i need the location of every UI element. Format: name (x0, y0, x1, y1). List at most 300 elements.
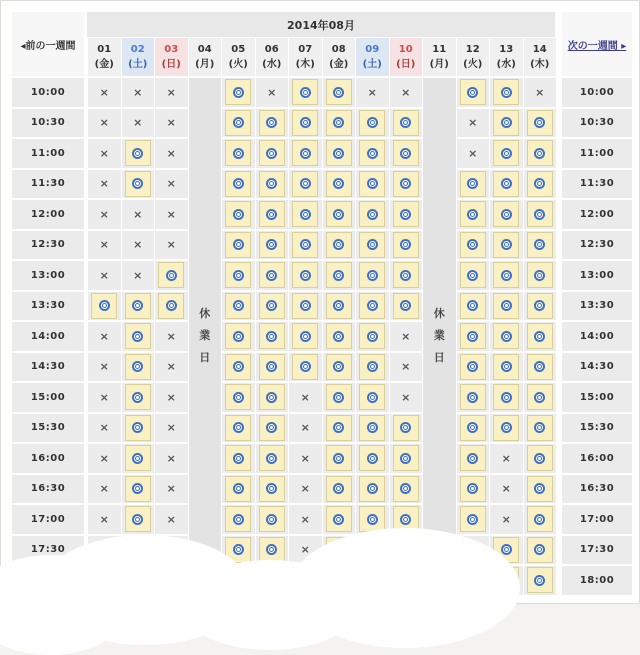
reserve-button[interactable] (326, 506, 352, 532)
reserve-button[interactable] (493, 323, 519, 349)
reserve-button[interactable] (259, 140, 285, 166)
available-slot[interactable] (222, 261, 255, 290)
time-label-left: 16:30 (12, 475, 84, 504)
reserve-button[interactable] (527, 232, 553, 258)
available-slot[interactable] (524, 292, 557, 321)
reserve-button[interactable] (125, 323, 151, 349)
available-slot[interactable] (457, 231, 490, 260)
available-slot[interactable] (256, 139, 289, 168)
double-circle-icon (233, 270, 244, 281)
reserve-button[interactable] (326, 110, 352, 136)
available-slot[interactable] (256, 200, 289, 229)
reserve-button[interactable] (493, 171, 519, 197)
available-slot[interactable] (323, 414, 356, 443)
available-slot[interactable] (256, 292, 289, 321)
available-slot[interactable] (490, 170, 523, 199)
reserve-button[interactable] (393, 445, 419, 471)
unavailable-slot (155, 444, 188, 473)
reserve-button[interactable] (125, 354, 151, 380)
reserve-button[interactable] (125, 445, 151, 471)
reserve-button[interactable] (393, 140, 419, 166)
reserve-button[interactable] (91, 293, 117, 319)
reserve-button[interactable] (225, 384, 251, 410)
reserve-button[interactable] (259, 354, 285, 380)
available-slot[interactable] (490, 414, 523, 443)
reserve-button[interactable] (393, 476, 419, 502)
available-slot[interactable] (323, 200, 356, 229)
available-slot[interactable] (524, 444, 557, 473)
reserve-button[interactable] (527, 445, 553, 471)
available-slot[interactable] (490, 200, 523, 229)
available-slot[interactable] (524, 231, 557, 260)
available-slot[interactable] (222, 353, 255, 382)
available-slot[interactable] (222, 170, 255, 199)
reserve-button[interactable] (259, 537, 285, 563)
available-slot[interactable] (490, 292, 523, 321)
available-slot[interactable] (222, 200, 255, 229)
reserve-button[interactable] (460, 293, 486, 319)
available-slot[interactable] (457, 170, 490, 199)
available-slot[interactable] (122, 170, 155, 199)
reserve-button[interactable] (326, 140, 352, 166)
reserve-button[interactable] (259, 415, 285, 441)
available-slot[interactable] (390, 444, 423, 473)
available-slot[interactable] (289, 200, 322, 229)
available-slot[interactable] (457, 261, 490, 290)
reserve-button[interactable] (527, 537, 553, 563)
available-slot[interactable] (524, 383, 557, 412)
reserve-button[interactable] (292, 140, 318, 166)
available-slot[interactable] (457, 414, 490, 443)
reserve-button[interactable] (527, 384, 553, 410)
available-slot[interactable] (356, 414, 389, 443)
available-slot[interactable] (490, 261, 523, 290)
available-slot[interactable] (356, 322, 389, 351)
double-circle-icon (266, 331, 277, 342)
reserve-button[interactable] (527, 110, 553, 136)
available-slot[interactable] (490, 353, 523, 382)
available-slot[interactable] (524, 139, 557, 168)
available-slot[interactable] (122, 322, 155, 351)
reserve-button[interactable] (460, 384, 486, 410)
reserve-button[interactable] (259, 384, 285, 410)
date-number: 09 (365, 44, 380, 55)
available-slot[interactable] (289, 353, 322, 382)
reserve-button[interactable] (292, 354, 318, 380)
reserve-button[interactable] (493, 201, 519, 227)
next-week-link[interactable]: 次の一週間 ▸ (562, 12, 632, 76)
unavailable-slot (88, 200, 121, 229)
reserve-button[interactable] (359, 354, 385, 380)
reserve-button[interactable] (527, 293, 553, 319)
available-slot[interactable] (356, 139, 389, 168)
time-label-right: 12:30 (562, 231, 632, 260)
reserve-button[interactable] (125, 415, 151, 441)
available-slot[interactable] (356, 475, 389, 504)
reserve-button[interactable] (292, 171, 318, 197)
reserve-button[interactable] (493, 384, 519, 410)
reserve-button[interactable] (393, 293, 419, 319)
available-slot[interactable] (356, 292, 389, 321)
reserve-button[interactable] (527, 476, 553, 502)
reserve-button[interactable] (292, 201, 318, 227)
reserve-button[interactable] (493, 415, 519, 441)
reserve-button[interactable] (493, 354, 519, 380)
reserve-button[interactable] (158, 293, 184, 319)
reserve-button[interactable] (359, 232, 385, 258)
reserve-button[interactable] (326, 201, 352, 227)
double-circle-icon (367, 361, 378, 372)
available-slot[interactable] (524, 200, 557, 229)
available-slot[interactable] (390, 414, 423, 443)
available-slot[interactable] (390, 109, 423, 138)
available-slot[interactable] (457, 292, 490, 321)
cross-icon: × (166, 451, 176, 465)
reserve-button[interactable] (493, 79, 519, 105)
reserve-button[interactable] (292, 232, 318, 258)
available-slot[interactable] (524, 353, 557, 382)
double-circle-icon (501, 331, 512, 342)
available-slot[interactable] (356, 231, 389, 260)
double-circle-icon (333, 483, 344, 494)
available-slot[interactable] (122, 414, 155, 443)
available-slot[interactable] (222, 475, 255, 504)
reserve-button[interactable] (527, 354, 553, 380)
reserve-button[interactable] (527, 323, 553, 349)
reserve-button[interactable] (326, 415, 352, 441)
reserve-button[interactable] (527, 201, 553, 227)
prev-week-link[interactable]: ◂前の一週間 (12, 12, 84, 76)
reserve-button[interactable] (292, 323, 318, 349)
reserve-button[interactable] (225, 354, 251, 380)
available-slot[interactable] (356, 261, 389, 290)
reserve-button[interactable] (493, 262, 519, 288)
reserve-button[interactable] (393, 171, 419, 197)
available-slot[interactable] (490, 78, 523, 107)
double-circle-icon (467, 514, 478, 525)
available-slot[interactable] (222, 414, 255, 443)
available-slot[interactable] (289, 109, 322, 138)
cross-icon: × (166, 390, 176, 404)
reserve-button[interactable] (326, 262, 352, 288)
available-slot[interactable] (122, 475, 155, 504)
available-slot[interactable] (122, 292, 155, 321)
available-slot[interactable] (289, 261, 322, 290)
available-slot[interactable] (323, 505, 356, 534)
reserve-button[interactable] (493, 110, 519, 136)
reserve-button[interactable] (225, 140, 251, 166)
available-slot[interactable] (155, 261, 188, 290)
available-slot[interactable] (457, 78, 490, 107)
available-slot[interactable] (155, 292, 188, 321)
reserve-button[interactable] (460, 79, 486, 105)
available-slot[interactable] (524, 414, 557, 443)
reserve-button[interactable] (259, 171, 285, 197)
reserve-button[interactable] (259, 476, 285, 502)
available-slot[interactable] (524, 322, 557, 351)
available-slot[interactable] (457, 444, 490, 473)
available-slot[interactable] (390, 261, 423, 290)
reserve-button[interactable] (125, 506, 151, 532)
available-slot[interactable] (356, 444, 389, 473)
reserve-button[interactable] (259, 293, 285, 319)
double-circle-icon (534, 300, 545, 311)
available-slot[interactable] (524, 170, 557, 199)
reserve-button[interactable] (326, 384, 352, 410)
time-label-left: 17:30 (12, 536, 84, 565)
double-circle-icon (467, 422, 478, 433)
available-slot[interactable] (490, 231, 523, 260)
reserve-button[interactable] (125, 476, 151, 502)
available-slot[interactable] (289, 78, 322, 107)
available-slot[interactable] (457, 200, 490, 229)
reserve-button[interactable] (493, 293, 519, 319)
available-slot[interactable] (524, 261, 557, 290)
reserve-button[interactable] (225, 232, 251, 258)
available-slot[interactable] (356, 383, 389, 412)
reserve-button[interactable] (460, 262, 486, 288)
reserve-button[interactable] (326, 354, 352, 380)
reserve-button[interactable] (292, 79, 318, 105)
reserve-button[interactable] (326, 445, 352, 471)
available-slot[interactable] (323, 261, 356, 290)
time-label-right: 17:30 (562, 536, 632, 565)
available-slot[interactable] (524, 505, 557, 534)
double-circle-icon (233, 514, 244, 525)
available-slot[interactable] (390, 292, 423, 321)
reserve-button[interactable] (460, 323, 486, 349)
available-slot[interactable] (88, 292, 121, 321)
reserve-button[interactable] (225, 415, 251, 441)
available-slot[interactable] (122, 444, 155, 473)
reserve-button[interactable] (527, 506, 553, 532)
available-slot[interactable] (323, 353, 356, 382)
reserve-button[interactable] (326, 171, 352, 197)
reserve-button[interactable] (359, 262, 385, 288)
available-slot[interactable] (222, 383, 255, 412)
available-slot[interactable] (457, 475, 490, 504)
available-slot[interactable] (122, 505, 155, 534)
available-slot[interactable] (122, 383, 155, 412)
reserve-button[interactable] (460, 476, 486, 502)
available-slot[interactable] (256, 475, 289, 504)
reserve-button[interactable] (359, 384, 385, 410)
reserve-button[interactable] (460, 171, 486, 197)
reserve-button[interactable] (527, 171, 553, 197)
double-circle-icon (266, 483, 277, 494)
available-slot[interactable] (222, 322, 255, 351)
available-slot[interactable] (356, 109, 389, 138)
reserve-button[interactable] (125, 140, 151, 166)
double-circle-icon (501, 178, 512, 189)
available-slot[interactable] (256, 261, 289, 290)
reserve-button[interactable] (493, 232, 519, 258)
reserve-button[interactable] (292, 293, 318, 319)
reserve-button[interactable] (460, 506, 486, 532)
reserve-button[interactable] (359, 323, 385, 349)
double-circle-icon (300, 178, 311, 189)
available-slot[interactable] (457, 353, 490, 382)
double-circle-icon (266, 453, 277, 464)
available-slot[interactable] (457, 505, 490, 534)
unavailable-slot (155, 170, 188, 199)
reserve-button[interactable] (359, 476, 385, 502)
reserve-button[interactable] (393, 262, 419, 288)
reserve-button[interactable] (225, 293, 251, 319)
available-slot[interactable] (289, 322, 322, 351)
available-slot[interactable] (256, 109, 289, 138)
reserve-button[interactable] (125, 293, 151, 319)
reserve-button[interactable] (493, 140, 519, 166)
reserve-button[interactable] (359, 415, 385, 441)
available-slot[interactable] (222, 139, 255, 168)
reserve-button[interactable] (225, 323, 251, 349)
available-slot[interactable] (323, 322, 356, 351)
available-slot[interactable] (356, 170, 389, 199)
available-slot[interactable] (323, 292, 356, 321)
available-slot[interactable] (256, 231, 289, 260)
reserve-button[interactable] (158, 262, 184, 288)
reserve-button[interactable] (259, 201, 285, 227)
reserve-button[interactable] (259, 445, 285, 471)
reserve-button[interactable] (225, 110, 251, 136)
time-label-right: 13:30 (562, 292, 632, 321)
reserve-button[interactable] (326, 323, 352, 349)
available-slot[interactable] (457, 383, 490, 412)
reserve-button[interactable] (326, 79, 352, 105)
available-slot[interactable] (289, 292, 322, 321)
available-slot[interactable] (524, 109, 557, 138)
reserve-button[interactable] (125, 171, 151, 197)
double-circle-icon (266, 178, 277, 189)
available-slot[interactable] (256, 414, 289, 443)
reserve-button[interactable] (359, 293, 385, 319)
reserve-button[interactable] (225, 262, 251, 288)
reserve-button[interactable] (393, 232, 419, 258)
reserve-button[interactable] (359, 201, 385, 227)
available-slot[interactable] (289, 139, 322, 168)
available-slot[interactable] (222, 78, 255, 107)
available-slot[interactable] (356, 200, 389, 229)
available-slot[interactable] (490, 383, 523, 412)
reserve-button[interactable] (259, 262, 285, 288)
day-of-week: (月) (195, 59, 215, 70)
available-slot[interactable] (390, 170, 423, 199)
reserve-button[interactable] (359, 110, 385, 136)
available-slot[interactable] (390, 231, 423, 260)
available-slot[interactable] (323, 231, 356, 260)
double-circle-icon (534, 453, 545, 464)
available-slot[interactable] (390, 139, 423, 168)
available-slot[interactable] (256, 170, 289, 199)
reserve-button[interactable] (259, 506, 285, 532)
reserve-button[interactable] (460, 415, 486, 441)
double-circle-icon (233, 544, 244, 555)
available-slot[interactable] (222, 109, 255, 138)
reserve-button[interactable] (326, 232, 352, 258)
available-slot[interactable] (323, 139, 356, 168)
reserve-button[interactable] (125, 384, 151, 410)
time-label-left: 14:00 (12, 322, 84, 351)
available-slot[interactable] (222, 444, 255, 473)
double-circle-icon (534, 117, 545, 128)
reserve-button[interactable] (460, 354, 486, 380)
available-slot[interactable] (122, 353, 155, 382)
available-slot[interactable] (524, 536, 557, 565)
reserve-button[interactable] (393, 415, 419, 441)
reserve-button[interactable] (359, 140, 385, 166)
available-slot[interactable] (490, 322, 523, 351)
available-slot[interactable] (490, 109, 523, 138)
available-slot[interactable] (323, 383, 356, 412)
reserve-button[interactable] (527, 140, 553, 166)
reserve-button[interactable] (225, 445, 251, 471)
available-slot[interactable] (222, 292, 255, 321)
available-slot[interactable] (524, 566, 557, 595)
available-slot[interactable] (323, 109, 356, 138)
available-slot[interactable] (356, 353, 389, 382)
reserve-button[interactable] (460, 201, 486, 227)
available-slot[interactable] (289, 170, 322, 199)
reserve-button[interactable] (527, 262, 553, 288)
available-slot[interactable] (222, 231, 255, 260)
reserve-button[interactable] (359, 171, 385, 197)
available-slot[interactable] (256, 353, 289, 382)
reserve-button[interactable] (225, 171, 251, 197)
reserve-button[interactable] (393, 110, 419, 136)
available-slot[interactable] (256, 444, 289, 473)
available-slot[interactable] (323, 475, 356, 504)
available-slot[interactable] (122, 139, 155, 168)
available-slot[interactable] (323, 444, 356, 473)
available-slot[interactable] (323, 78, 356, 107)
reserve-button[interactable] (326, 293, 352, 319)
available-slot[interactable] (222, 505, 255, 534)
double-circle-icon (467, 392, 478, 403)
reserve-button[interactable] (259, 232, 285, 258)
available-slot[interactable] (390, 200, 423, 229)
available-slot[interactable] (490, 139, 523, 168)
available-slot[interactable] (524, 475, 557, 504)
reserve-button[interactable] (225, 201, 251, 227)
reserve-button[interactable] (460, 445, 486, 471)
available-slot[interactable] (256, 505, 289, 534)
available-slot[interactable] (390, 475, 423, 504)
available-slot[interactable] (323, 170, 356, 199)
available-slot[interactable] (457, 322, 490, 351)
reserve-button[interactable] (225, 79, 251, 105)
reserve-button[interactable] (259, 110, 285, 136)
reserve-button[interactable] (527, 567, 553, 593)
cross-icon: × (300, 482, 310, 496)
reserve-button[interactable] (259, 323, 285, 349)
reserve-button[interactable] (393, 201, 419, 227)
reserve-button[interactable] (225, 506, 251, 532)
reserve-button[interactable] (359, 445, 385, 471)
reserve-button[interactable] (292, 262, 318, 288)
reserve-button[interactable] (527, 415, 553, 441)
cross-icon: × (166, 482, 176, 496)
reserve-button[interactable] (326, 476, 352, 502)
reserve-button[interactable] (225, 476, 251, 502)
available-slot[interactable] (289, 231, 322, 260)
available-slot[interactable] (256, 383, 289, 412)
reserve-button[interactable] (460, 232, 486, 258)
unavailable-slot (88, 353, 121, 382)
double-circle-icon (300, 148, 311, 159)
available-slot[interactable] (256, 322, 289, 351)
reserve-button[interactable] (292, 110, 318, 136)
